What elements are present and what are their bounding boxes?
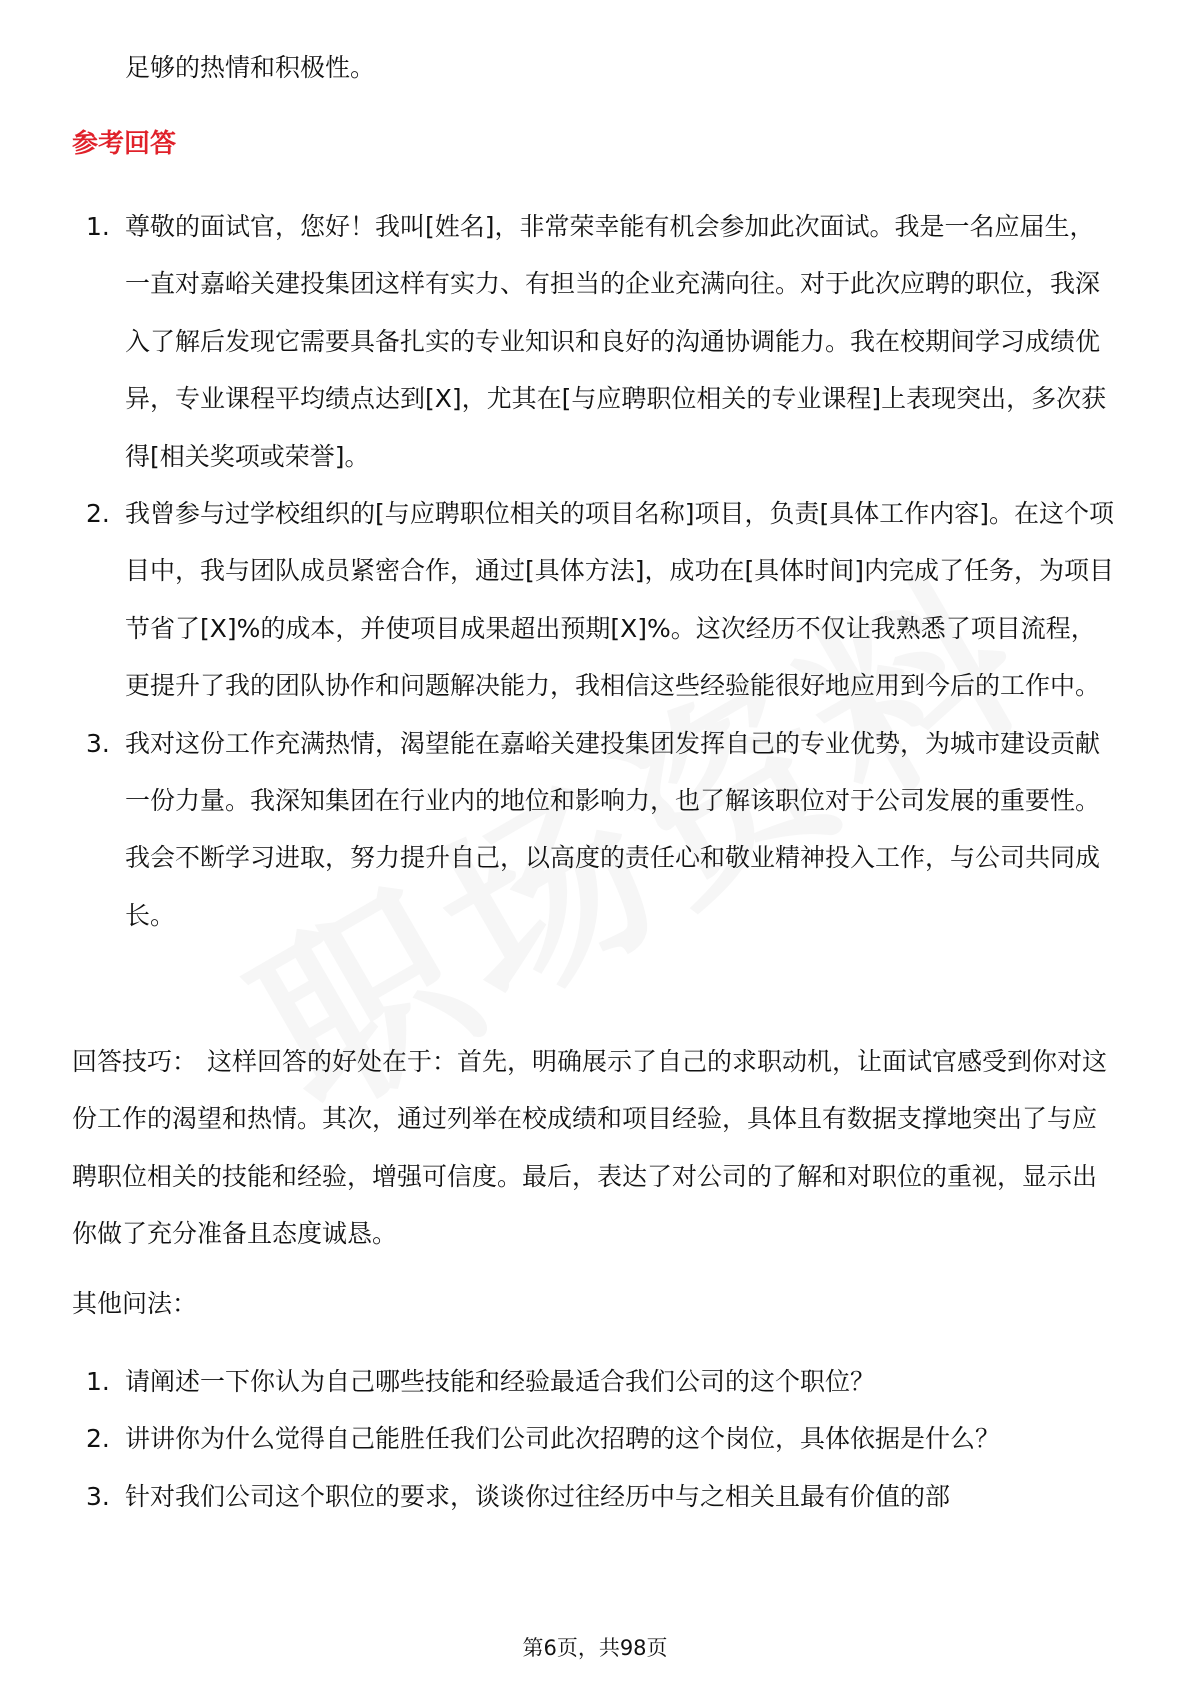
list-item-number: 3. [86, 728, 110, 758]
other-questions-list [0, 1353, 1190, 1525]
section-title-reference-answer: 参考回答 [72, 129, 177, 159]
tips-text: 这样回答的好处在于：首先，明确展示了自己的求职动机，让面试官感受到你对这份工作的渴望和热情。其次，通过列举在校成绩和项目经验，具体且有数据支撑地突出了与应聘职位相关的技能和经验，增强可信度。最后，表达了对公司的了解和对职位的重视，显示出你做了充分准备且态度诚恳。 [72, 1047, 1108, 1249]
list-item-text: 请阐述一下你认为自己哪些技能和经验最适合我们公司的这个职位？ [125, 1367, 876, 1396]
list-item [0, 1468, 1115, 1525]
list-item [0, 715, 1115, 945]
answer-tips-paragraph [72, 1033, 1117, 1263]
page-footer: 第6页，共98页 [522, 1636, 668, 1660]
list-item-text: 我曾参与过学校组织的[与应聘职位相关的项目名称]项目，负责[具体工作内容]。在这个项目中，我与团队成员紧密合作，通过[具体方法]，成功在[具体时间]内完成了任务，为项目节省了[X]%的成本，并使项目成果超出预期[X]%。这次经历不仅让我熟悉了项目流程，更提升了我的团队协作和问题解决能力，我相信这些经验能很好地应用到今后的工作中。 [125, 499, 1115, 701]
list-item-number: 2. [86, 1424, 110, 1454]
list-item [0, 485, 1115, 715]
list-item-number: 1. [86, 212, 110, 241]
list-item-text: 针对我们公司这个职位的要求，谈谈你过往经历中与之相关且最有价值的部 [125, 1481, 951, 1511]
other-questions-heading: 其他问法： [72, 1289, 198, 1318]
list-item-text: 我对这份工作充满热情，渴望能在嘉峪关建投集团发挥自己的专业优势，为城市建设贡献一份力量。我深知集团在行业内的地位和影响力，也了解该职位对于公司发展的重要性。我会不断学习进取，努力提升自己，以高度的责任心和敬业精神投入工作，与公司共同成长。 [125, 728, 1101, 930]
list-item [0, 1410, 1115, 1467]
list-item-text: 尊敬的面试官，您好！我叫[姓名]，非常荣幸能有机会参加此次面试。我是一名应届生，一直对嘉峪关建投集团这样有实力、有担当的企业充满向往。对于此次应聘的职位，我深入了解后发现它需要具备扎实的专业知识和良好的沟通协调能力。我在校期间学习成绩优异，专业课程平均绩点达到[X]，尤其在[与应聘职位相关的专业课程]上表现突出，多次获得[相关奖项或荣誉]。 [125, 212, 1107, 471]
list-item-number: 1. [86, 1367, 110, 1396]
reference-answer-list [0, 198, 1190, 944]
list-item [0, 198, 1115, 485]
list-item-number: 3. [86, 1481, 110, 1511]
continued-text: 足够的热情和积极性。 [125, 53, 376, 82]
tips-label: 回答技巧： [72, 1047, 198, 1076]
list-item-number: 2. [86, 499, 110, 529]
list-item-text: 讲讲你为什么觉得自己能胜任我们公司此次招聘的这个岗位，具体依据是什么？ [125, 1424, 1001, 1454]
list-item [0, 1353, 1115, 1410]
